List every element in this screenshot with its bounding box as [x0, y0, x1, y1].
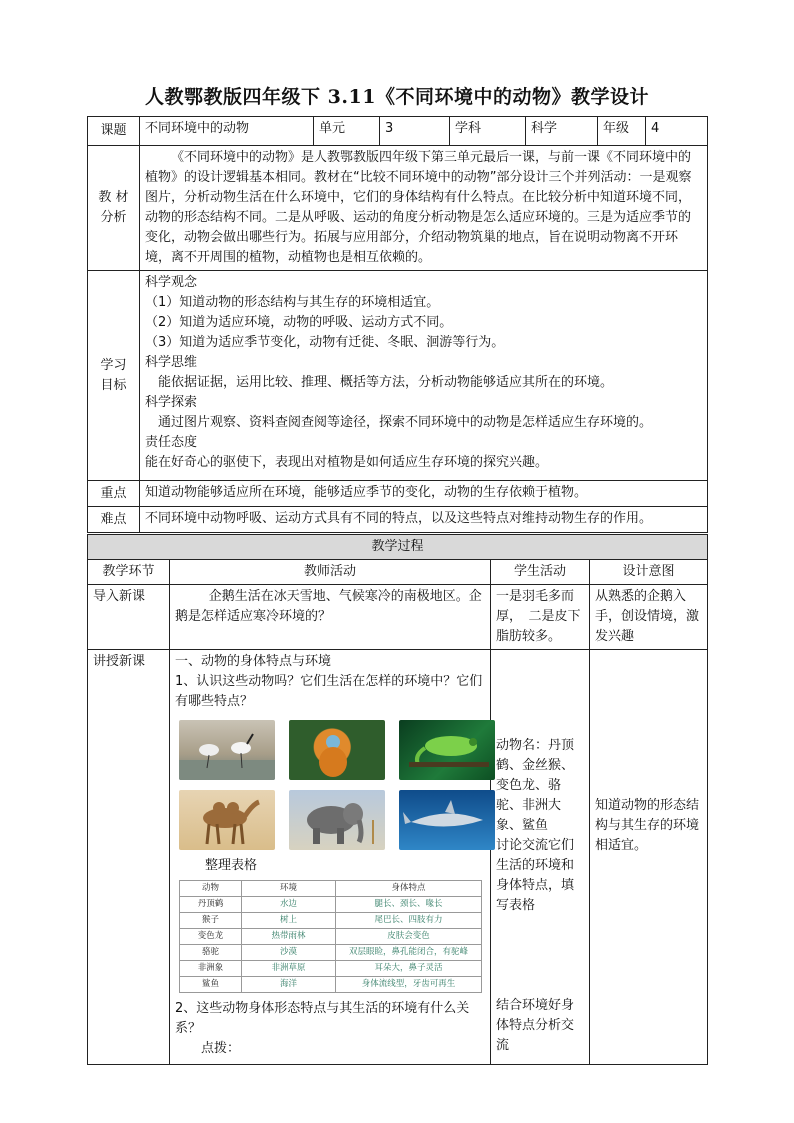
grade-label: 年级: [598, 117, 646, 146]
mini-cell: 非洲象: [180, 961, 242, 977]
goal-item-2: （2）知道为适应环境，动物的呼吸、运动方式不同。: [145, 315, 453, 330]
mini-cell: 树上: [242, 913, 336, 929]
mini-row: [180, 913, 482, 929]
col-intent: 设计意图: [590, 560, 708, 585]
mini-cell: 水边: [242, 897, 336, 913]
intro-intent: 从熟悉的企鹅入手，创设情境，激发兴趣: [590, 585, 708, 650]
mini-cell: 非洲草原: [242, 961, 336, 977]
mini-head-env: 环境: [242, 881, 336, 897]
info-table: [87, 116, 708, 533]
mini-cell: 沙漠: [242, 945, 336, 961]
student-animals: 动物名：丹顶鹤、金丝猴、变色龙、骆驼、非洲大象、鲨鱼: [496, 738, 575, 833]
analysis-text: 《不同环境中的动物》是人教鄂教版四年级下第三单元最后一课，与前一课《不同环境中的植物》的设计逻辑基本相同。教材在“比较不同环境中的动物”部分设计三个并列活动：一是观察图片，分析动物生活在什么环境中，它们的身体结构有什么特点。在比较分析中知道环境不同，动物的形态结构不同。二是从呼吸、运动的角度分析动物是怎么适应环境的。三是为适应季节的变化，动物会做出哪些行为。拓展与应用部分，介绍动物筑巢的地点，旨在说明动物离不开环境，离不开周围的植物，动植物也是相互依赖的。: [140, 146, 708, 271]
key-label: 重点: [88, 481, 140, 507]
analysis-label: [88, 146, 140, 271]
intro-stage: 导入新课: [88, 585, 170, 650]
unit-value: 3: [380, 117, 450, 146]
goal-attitude-text: 能在好奇心的驱使下，表现出对植物是如何适应生存环境的探究兴趣。: [145, 455, 549, 470]
shark-photo: [399, 790, 495, 850]
animal-summary-table: [179, 880, 482, 993]
hint-label: 点拨：: [201, 1041, 241, 1056]
analysis-row: [88, 146, 708, 271]
mini-head-traits: 身体特点: [336, 881, 482, 897]
document-title: 人教鄂教版四年级下 3.11《不同环境中的动物》教学设计: [145, 86, 649, 108]
col-student: 学生活动: [491, 560, 590, 585]
goal-thinking-text: 能依据证据，运用比较、推理、概括等方法，分析动物能够适应其所在的环境。: [158, 375, 614, 390]
mini-cell: 丹顶鹤: [180, 897, 242, 913]
mini-cell: 皮肤会变色: [336, 929, 482, 945]
goal-explore-text: 通过图片观察、资料查阅查阅等途径，探索不同环境中的动物是怎样适应生存环境的。: [158, 415, 653, 430]
difficulty-text: 不同环境中动物呼吸、运动方式具有不同的特点，以及这些特点对维持动物生存的作用。: [140, 507, 708, 533]
animal-photos: [179, 720, 485, 850]
col-teacher: 教师活动: [170, 560, 491, 585]
mini-row: [180, 929, 482, 945]
process-table: [87, 534, 708, 1065]
mini-row: [180, 977, 482, 993]
goal-heading-attitude: 责任态度: [145, 435, 198, 450]
col-stage: 教学环节: [88, 560, 170, 585]
new-intent: [590, 650, 708, 1065]
new-lesson-row: [88, 650, 708, 1065]
process-header: 教学过程: [88, 535, 708, 560]
mini-cell: 鲨鱼: [180, 977, 242, 993]
chameleon-photo: [399, 720, 495, 780]
mini-cell: 骆驼: [180, 945, 242, 961]
unit-label: 单元: [314, 117, 380, 146]
new-intent-text: 知道动物的形态结构与其生存的环境相适宜。: [595, 798, 700, 853]
topic-value: 不同环境中的动物: [140, 117, 314, 146]
goals-label-line1: 学习: [100, 357, 127, 373]
red-crowned-crane-photo: [179, 720, 275, 780]
subject-value: 科学: [526, 117, 598, 146]
goals-row: [88, 271, 708, 481]
camel-photo: [179, 790, 275, 850]
goals-label-line2: 目标: [100, 377, 127, 393]
mini-cell: 腿长、颈长、喙长: [336, 897, 482, 913]
new-stage: 讲授新课: [88, 650, 170, 1065]
golden-monkey-photo: [289, 720, 385, 780]
mini-row: [180, 945, 482, 961]
student-discussion: 讨论交流它们生活的环境和身体特点，填写表格: [496, 838, 575, 913]
subject-label: 学科: [450, 117, 526, 146]
mini-cell: 猴子: [180, 913, 242, 929]
info-row: [88, 117, 708, 146]
new-student: [491, 650, 590, 1065]
mini-row: [180, 897, 482, 913]
table-caption: 整理表格: [205, 858, 258, 873]
intro-teacher: 企鹅生活在冰天雪地、气候寒冷的南极地区。企鹅是怎样适应寒冷环境的？: [170, 585, 491, 650]
mini-cell: 耳朵大，鼻子灵活: [336, 961, 482, 977]
difficulty-row: [88, 507, 708, 533]
mini-head-row: [180, 881, 482, 897]
mini-cell: 双层眼睑，鼻孔能闭合，有驼峰: [336, 945, 482, 961]
mini-cell: 变色龙: [180, 929, 242, 945]
mini-row: [180, 961, 482, 977]
goals-content: [140, 271, 708, 481]
goal-heading-explore: 科学探索: [145, 395, 198, 410]
goal-heading-concept: 科学观念: [145, 275, 198, 290]
goal-item-3: （3）知道为适应季节变化，动物有迁徙、冬眠、洄游等行为。: [145, 335, 505, 350]
new-teacher: [170, 650, 491, 1065]
key-row: [88, 481, 708, 507]
goals-label: [88, 271, 140, 481]
intro-row: [88, 585, 708, 650]
key-text: 知道动物能够适应所在环境，能够适应季节的变化，动物的生存依赖于植物。: [140, 481, 708, 507]
goal-item-1: （1）知道动物的形态结构与其生存的环境相适宜。: [145, 295, 440, 310]
goal-heading-thinking: 科学思维: [145, 355, 198, 370]
mini-cell: 身体流线型，牙齿可再生: [336, 977, 482, 993]
analysis-label-line1: 教 材: [98, 190, 129, 205]
grade-value: 4: [646, 117, 708, 146]
african-elephant-photo: [289, 790, 385, 850]
question-2: 2、这些动物身体形态特点与其生活的环境有什么关系？: [175, 1001, 470, 1036]
section-heading: 一、动物的身体特点与环境: [175, 654, 332, 669]
student-analysis: 结合环境好身体特点分析交流: [496, 998, 575, 1053]
mini-cell: 海洋: [242, 977, 336, 993]
topic-label: 课题: [88, 117, 140, 146]
process-columns-row: [88, 560, 708, 585]
question-1: 1、认识这些动物吗？它们生活在怎样的环境中？它们有哪些特点？: [175, 674, 483, 709]
process-header-row: [88, 535, 708, 560]
mini-cell: 尾巴长、四肢有力: [336, 913, 482, 929]
mini-cell: 热带雨林: [242, 929, 336, 945]
difficulty-label: 难点: [88, 507, 140, 533]
mini-head-animal: 动物: [180, 881, 242, 897]
analysis-label-line2: 分析: [100, 210, 127, 225]
intro-student: 一是羽毛多而厚， 二是皮下脂肪较多。: [491, 585, 590, 650]
